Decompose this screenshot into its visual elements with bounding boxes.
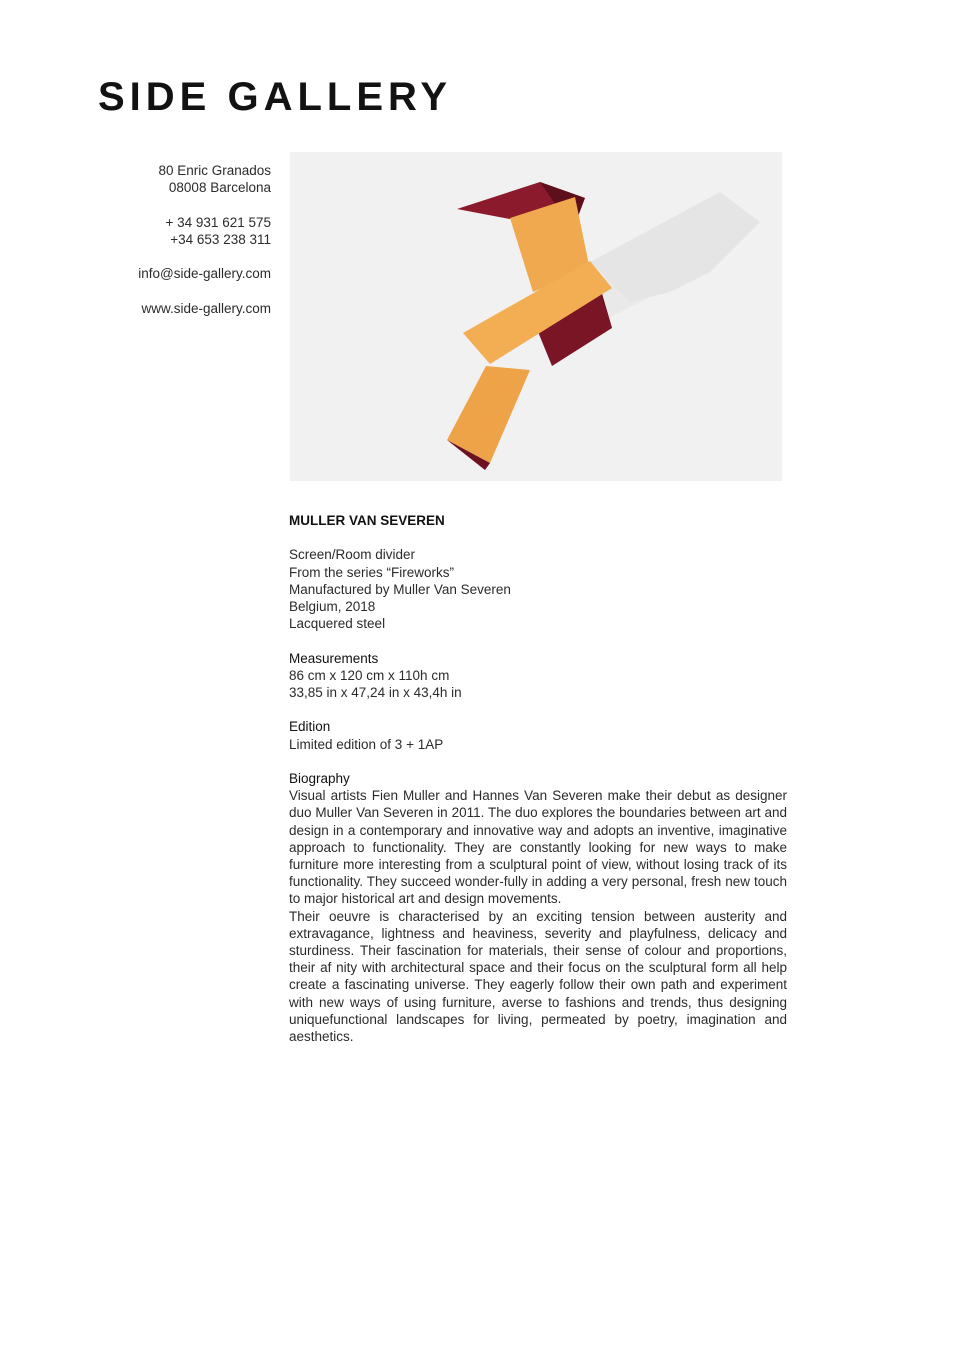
origin: Belgium, 2018 <box>289 599 376 614</box>
address-line-2: 08008 Barcelona <box>168 180 271 196</box>
artist-name: MULLER VAN SEVEREN <box>289 513 445 528</box>
material: Lacquered steel <box>289 616 386 632</box>
manufacturer: Manufactured by Muller Van Severen <box>289 581 511 597</box>
biography-block <box>289 770 787 1045</box>
biography-paragraph-2: Their oeuvre is characterised by an exciting tension between austerity and extravagance, lightness and heaviness, severity and playfulness, delicacy and sturdiness. Their fascination for materials, their sense of colour and proportions, their af nity with architectural space and their focus on the sculptural form all help create a fascinating universe. They eagerly follow their own path and experiment with new ways of using furniture, averse to fashions and trends, thus designing uniquefunctional landscapes for living, permeated by poetry, imagination and aesthetics. <box>289 908 787 1045</box>
phone-1: + 34 931 621 575 <box>165 214 271 230</box>
measurements-cm: 86 cm x 120 cm x 110h cm <box>289 667 450 683</box>
email-link[interactable]: info@side-gallery.com <box>138 266 271 282</box>
measurements-in: 33,85 in x 47,24 in x 43,4h in <box>289 685 462 700</box>
website-link[interactable]: www.side-gallery.com <box>141 300 271 316</box>
edition-title: Edition <box>289 719 331 735</box>
address-line-1: 80 Enric Granados <box>158 163 271 178</box>
object-type: Screen/Room divider <box>289 547 416 563</box>
gallery-logo: SIDE GALLERY <box>98 75 453 119</box>
biography-title: Biography <box>289 770 350 786</box>
series-name: From the series “Fireworks” <box>289 564 455 580</box>
phone-2: +34 653 238 311 <box>170 231 271 247</box>
contact-info <box>71 162 271 317</box>
biography-paragraph-1: Visual artists Fien Muller and Hannes Van Severen make their debut as designer duo Muller Van Severen in 2011. The duo explores the boundaries between art and design in a contemporary and innovative way and adopts an inventive, imaginative approach to functionality. They are constantly looking for new ways to make furniture more interesting from a sculptural point of view, without losing track of its functionality. They succeed wonder-fully in adding a very personal, fresh new touch to major historical art and design movements. <box>289 788 787 907</box>
edition-info: Limited edition of 3 + 1AP <box>289 736 444 752</box>
measurements-block <box>289 650 787 702</box>
artwork-photo <box>290 152 782 481</box>
edition-block <box>289 718 787 752</box>
description-block <box>289 546 787 632</box>
artwork-details <box>289 512 787 1045</box>
measurements-title: Measurements <box>289 650 379 666</box>
folded-steel-sculpture-photo <box>290 152 782 481</box>
